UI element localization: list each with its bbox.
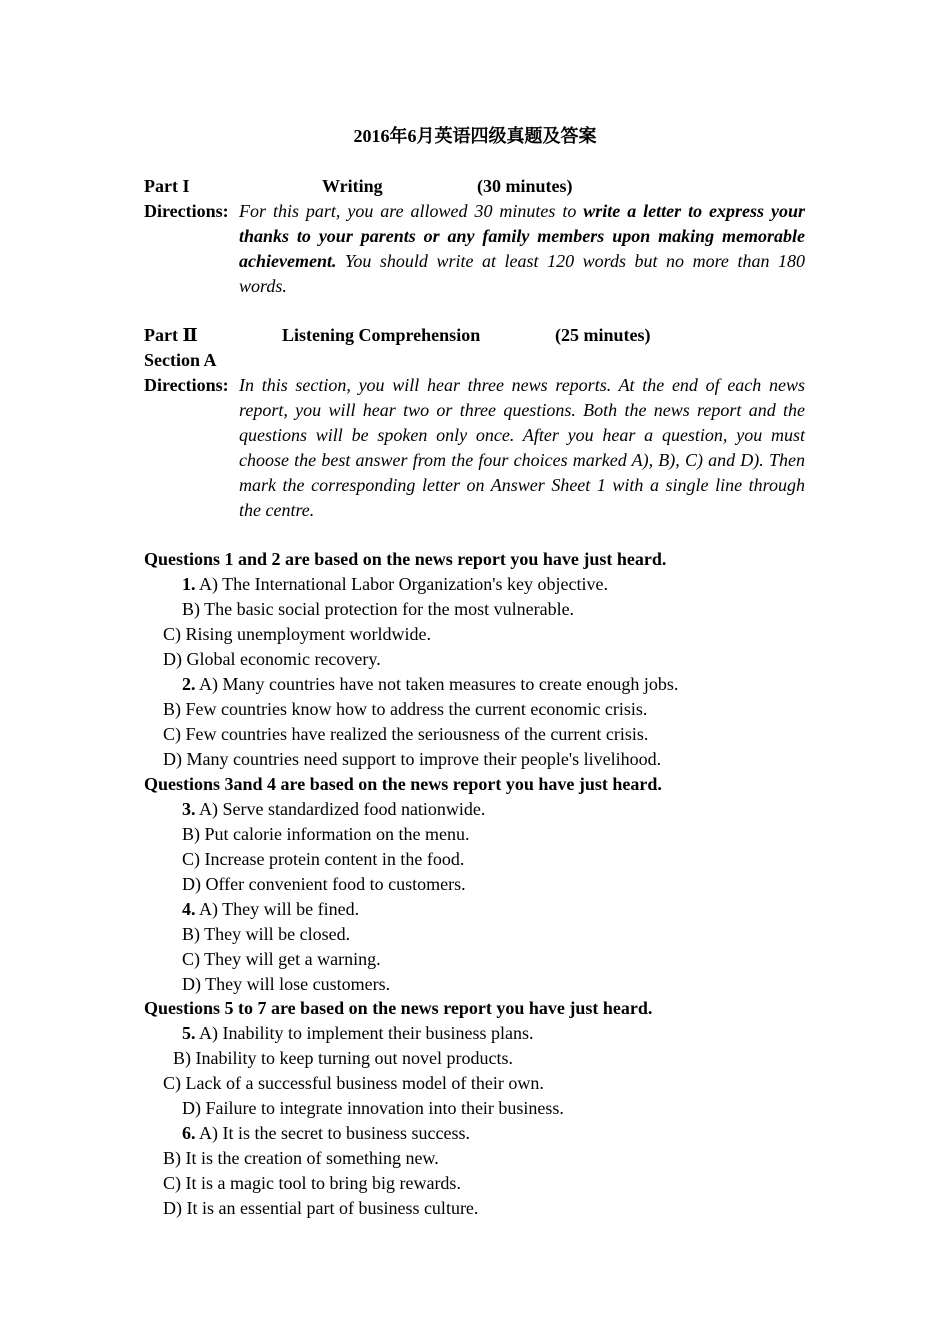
question-number: 6. [182,1123,196,1143]
part1-directions [239,199,805,299]
question-1-option-c: C) Rising unemployment worldwide. [163,624,431,644]
part2-directions: In this section, you will hear three news reports. At the end of each news report, you will hear two or three questions. Both the news report and the questions will be spoken only once. After you hear a question, you must choose the best answer from the four choices marked A), B), C) and D). Then mark the corresponding letter on Answer Sheet 1 with a single line through the centre. [239,375,805,520]
question-4-option-c: C) They will get a warning. [182,949,381,969]
question-group-heading: Questions 3and 4 are based on the news report you have just heard. [144,774,662,794]
question-5-option-d: D) Failure to integrate innovation into their business. [182,1098,564,1118]
part2-directions-label: Directions: [144,375,229,395]
section-a-label: Section A [144,350,217,370]
question-3-option-a: 3. A) Serve standardized food nationwide. [182,799,486,819]
question-4-option-d: D) They will lose customers. [182,974,391,994]
question-3-option-c: C) Increase protein content in the food. [182,849,465,869]
question-6-option-b: B) It is the creation of something new. [163,1148,439,1168]
question-5-option-a: 5. A) Inability to implement their business plans. [182,1023,534,1043]
question-4-option-a: 4. A) They will be fined. [182,899,360,919]
question-2-option-c: C) Few countries have realized the seriousness of the current crisis. [163,724,649,744]
question-6-option-c: C) It is a magic tool to bring big rewards. [163,1173,461,1193]
question-2-option-d: D) Many countries need support to improve their people's livelihood. [163,749,662,769]
question-4-option-b: B) They will be closed. [182,924,351,944]
question-number: 5. [182,1023,196,1043]
part2-name: Listening Comprehension [282,325,481,345]
question-number: 2. [182,674,196,694]
question-6-option-a: 6. A) It is the secret to business success. [182,1123,470,1143]
question-group-heading: Questions 1 and 2 are based on the news report you have just heard. [144,549,667,569]
question-2-option-b: B) Few countries know how to address the current economic crisis. [163,699,648,719]
question-number: 1. [182,574,196,594]
part1-directions-bold: write a letter to express your thanks to your parents or any family members upon making memorable achievement. [239,201,805,271]
question-1-option-b: B) The basic social protection for the most vulnerable. [182,599,575,619]
question-5-option-b: B) Inability to keep turning out novel products. [173,1048,513,1068]
part1-name: Writing [322,176,383,196]
question-3-option-d: D) Offer convenient food to customers. [182,874,466,894]
part1-directions-pre: For this part, you are allowed 30 minutes to [239,201,584,221]
part1-directions-post: You should write at least 120 words but no more than 180 words. [239,251,805,296]
question-1-option-d: D) Global economic recovery. [163,649,381,669]
part2-label: Part Ⅱ [144,325,198,345]
part1-time: (30 minutes) [477,176,573,196]
question-number: 4. [182,899,196,919]
question-group-heading: Questions 5 to 7 are based on the news report you have just heard. [144,998,653,1018]
question-3-option-b: B) Put calorie information on the menu. [182,824,470,844]
part2-time: (25 minutes) [555,325,651,345]
question-6-option-d: D) It is an essential part of business culture. [163,1198,479,1218]
page-title: 2016年6月英语四级真题及答案 [353,126,597,146]
question-5-option-c: C) Lack of a successful business model of their own. [163,1073,544,1093]
part1-label: Part I [144,176,190,196]
question-2-option-a: 2. A) Many countries have not taken measures to create enough jobs. [182,674,679,694]
question-1-option-a: 1. A) The International Labor Organization's key objective. [182,574,608,594]
question-number: 3. [182,799,196,819]
part1-directions-label: Directions: [144,201,229,221]
